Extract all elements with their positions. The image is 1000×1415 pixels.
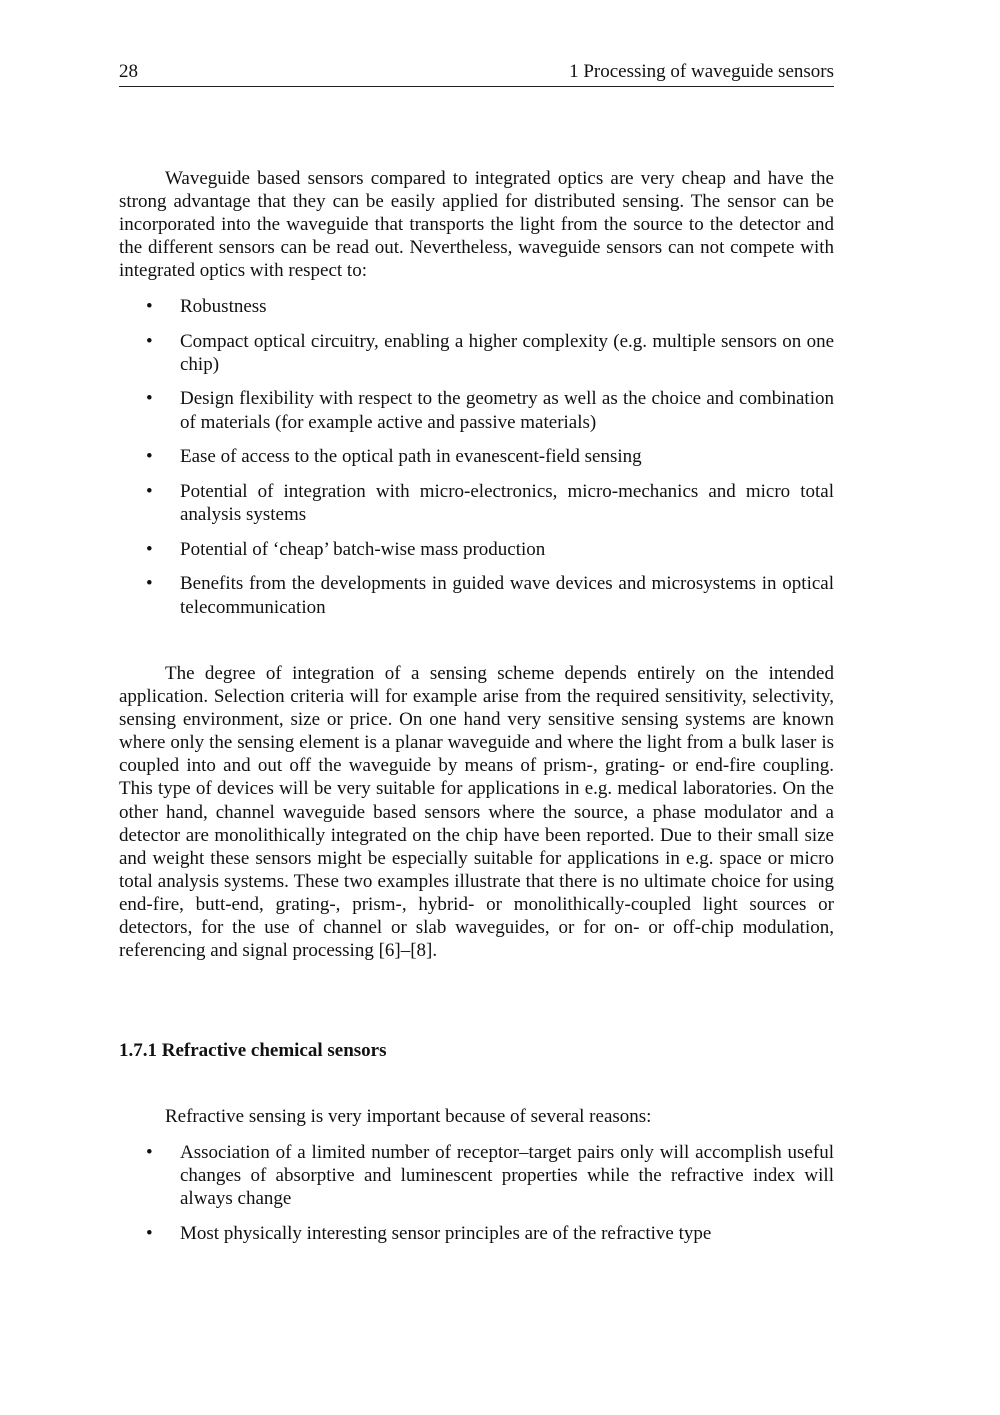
list-item [119, 538, 834, 561]
list-item-text: Compact optical circuitry, enabling a higher complexity (e.g. multiple sensors on one chip) [180, 330, 834, 375]
list-item [119, 330, 834, 376]
list-item [119, 1222, 834, 1245]
bullet-icon: • [146, 480, 153, 502]
integrated-optics-advantages-list [119, 295, 834, 630]
bullet-icon: • [146, 446, 153, 468]
list-item-text: Association of a limited number of receptor–target pairs only will accomplish useful changes of absorptive and luminescent properties while the refractive index will always change [180, 1142, 834, 1210]
bullet-icon: • [146, 330, 153, 352]
bullet-icon: • [146, 538, 153, 560]
list-item-text: Most physically interesting sensor principles are of the refractive type [180, 1222, 712, 1244]
bullet-icon: • [146, 1222, 153, 1244]
list-item-text: Potential of integration with micro-electronics, micro-mechanics and micro total analysis systems [180, 480, 834, 526]
list-item [119, 387, 834, 433]
body-paragraph-degree-of-integration: The degree of integration of a sensing scheme depends entirely on the intended application. Selection criteria will for example arise from the required sensitivity, selectivity, sensing environment, size or price. On one hand very sensitive sensing systems are known where only the sensing element is a planar waveguide and where the light from a bulk laser is coupled into and out off the waveguide by means of prism-, grating- or end-fire coupling. This type of devices will be very suitable for applications in e.g. medical laboratories. On the other hand, channel waveguide based sensors where the source, a phase modulator and a detector are monolithically integrated on the chip have been reported. Due to their small size and weight these sensors might be especially suitable for applications in e.g. space or micro total analysis systems. These two examples illustrate that there is no ultimate choice for using end-fire, butt-end, grating-, prism-, hybrid- or monolithically-coupled light sources or detectors, for the use of channel or slab waveguides, or for on- or off-chip modulation, referencing and signal processing [6]–[8]. [119, 663, 834, 962]
bullet-icon: • [146, 1142, 153, 1163]
chapter-title: 1 Processing of waveguide sensors [569, 61, 834, 82]
refractive-sensing-reasons-list [119, 1141, 834, 1257]
list-item [119, 445, 834, 468]
list-item [119, 572, 834, 618]
list-item-text: Benefits from the developments in guided wave devices and microsystems in optical telecommunication [180, 573, 834, 618]
body-paragraph-waveguide-sensors: Waveguide based sensors compared to integrated optics are very cheap and have the strong advantage that they can be easily applied for distributed sensing. The sensor can be incorporated into the waveguide that transports the light from the source to the detector and the different sensors can be read out. Nevertheless, waveguide sensors can not compete with integrated optics with respect to: [119, 168, 834, 282]
list-item [119, 295, 834, 318]
page-number: 28 [119, 61, 138, 82]
list-item-text: Design flexibility with respect to the geometry as well as the choice and combination of materials (for example active and passive materials) [180, 388, 834, 433]
section-intro-paragraph: Refractive sensing is very important because of several reasons: [165, 1106, 652, 1127]
bullet-icon: • [146, 388, 153, 410]
list-item [119, 480, 834, 526]
list-item-text: Robustness [180, 296, 267, 317]
list-item-text: Potential of ‘cheap’ batch-wise mass production [180, 538, 546, 560]
bullet-icon: • [146, 296, 153, 317]
section-heading: 1.7.1 Refractive chemical sensors [119, 1040, 387, 1061]
running-header [119, 60, 834, 87]
bullet-icon: • [146, 573, 153, 595]
list-item-text: Ease of access to the optical path in evanescent-field sensing [180, 446, 642, 468]
list-item [119, 1141, 834, 1210]
